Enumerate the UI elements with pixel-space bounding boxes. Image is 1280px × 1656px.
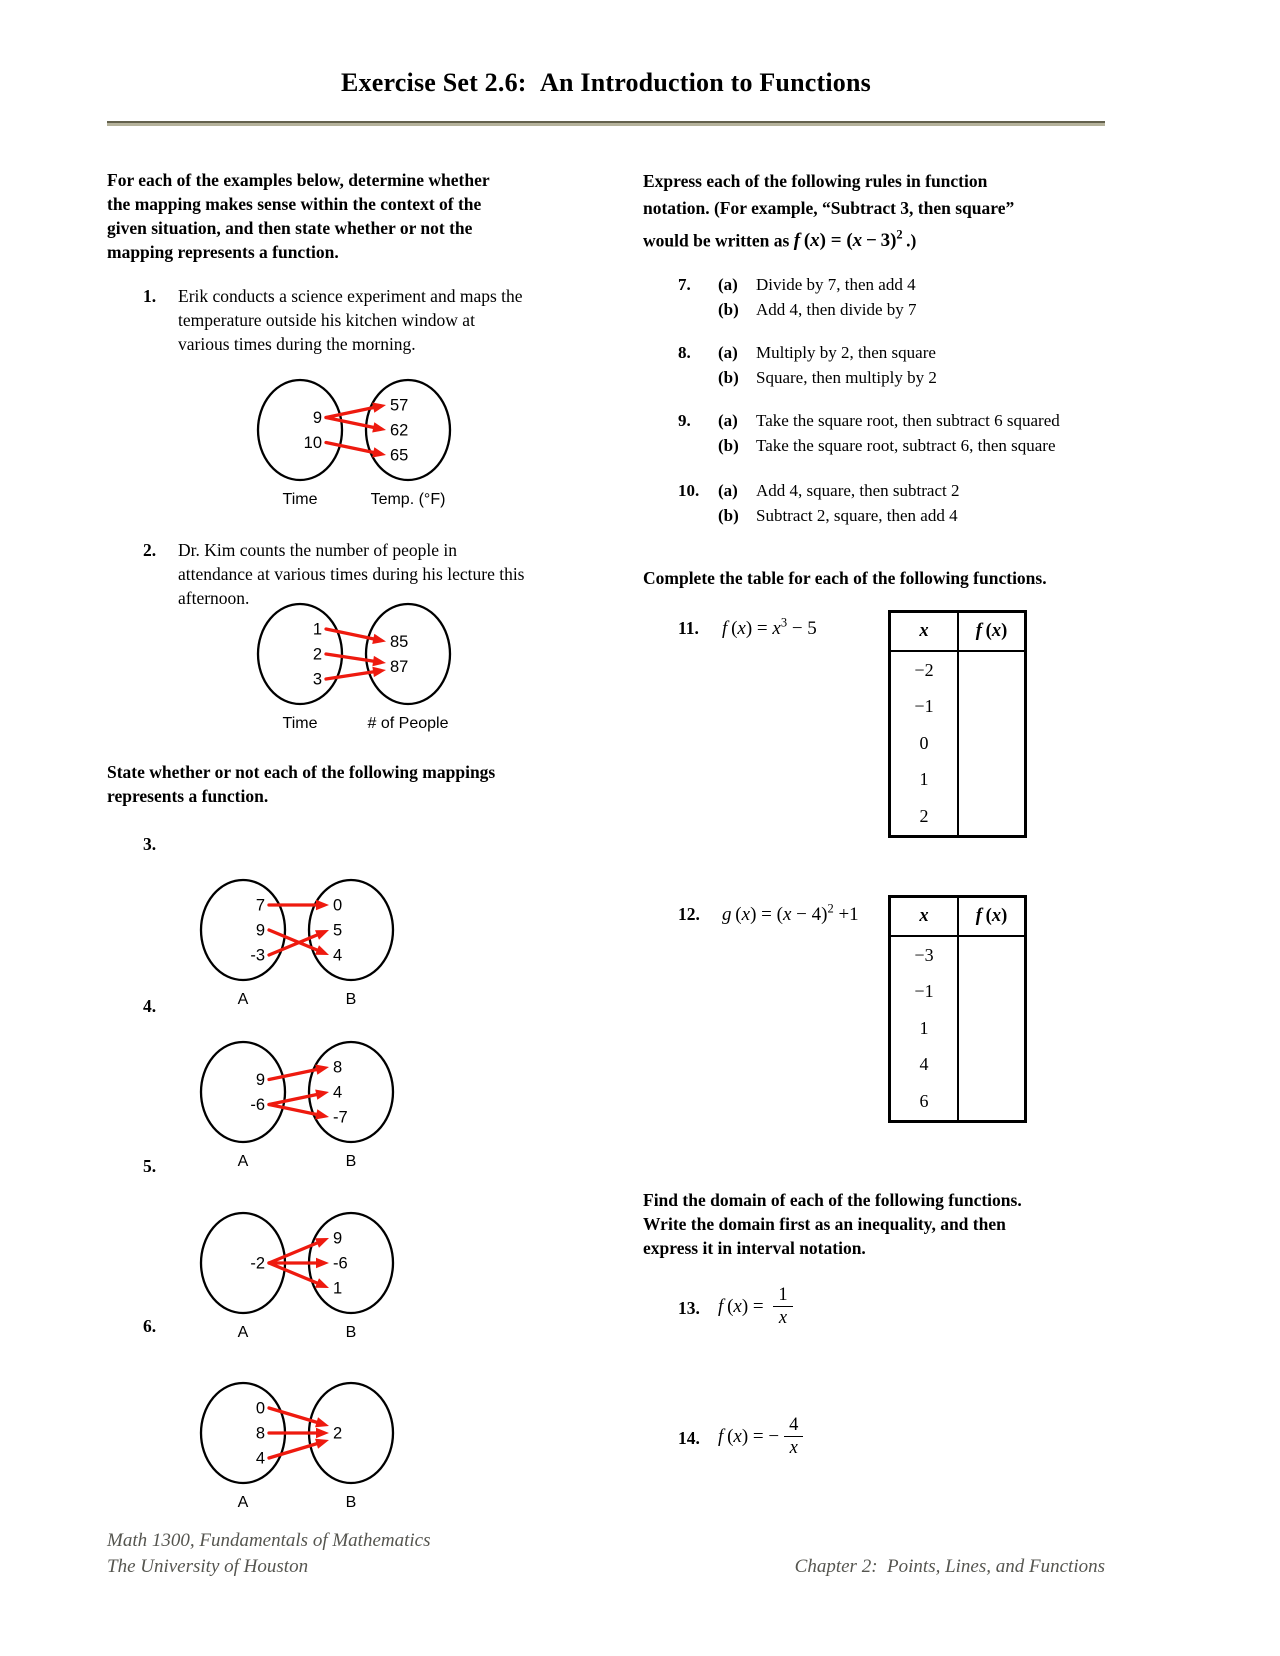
svg-text:9: 9	[333, 1229, 343, 1248]
svg-text:85: 85	[390, 633, 409, 651]
left-heading-mappings: State whether or not each of the following mappings represents a function.	[107, 762, 496, 806]
item-11-statement	[678, 616, 817, 640]
svg-text:Time: Time	[282, 491, 318, 508]
svg-text:-6: -6	[250, 1096, 265, 1114]
svg-text:4: 4	[255, 1449, 265, 1468]
table-12-x-value: −1	[914, 981, 934, 1002]
svg-text:B: B	[345, 1324, 357, 1341]
svg-text:A: A	[237, 1494, 249, 1511]
mapping-diagram-1	[236, 372, 486, 519]
svg-text:0: 0	[333, 896, 343, 915]
item-14-formula: f (x) = − $\frac{4}{x}$	[718, 1416, 803, 1460]
item-14-number: 14.	[678, 1427, 700, 1448]
table-12-header-x: x	[891, 898, 957, 937]
question-10b-text: Subtract 2, square, then add 4	[756, 506, 958, 525]
svg-text:9: 9	[255, 921, 265, 940]
svg-text:3: 3	[312, 670, 322, 689]
svg-text:-7: -7	[333, 1108, 348, 1127]
table-11-header-x: x	[891, 613, 957, 652]
footer-course: Math 1300, Fundamentals of Mathematics	[107, 1530, 431, 1551]
svg-text:Time: Time	[282, 715, 318, 732]
item-3-number: 3.	[143, 834, 157, 854]
svg-text:A: A	[237, 1324, 249, 1341]
question-7b-text: Add 4, then divide by 7	[756, 300, 917, 319]
svg-text:8: 8	[333, 1058, 343, 1077]
svg-text:9: 9	[255, 1071, 265, 1089]
footer-left	[107, 1528, 431, 1580]
heading-find-domain: Find the domain of each of the following functions. Write the domain first as an inequality, and then express it in interval notation.	[643, 1190, 1022, 1258]
item-2-number: 2.	[143, 540, 157, 560]
item-12-formula: g $(x) = (x - 4)^2 +1$	[722, 902, 859, 926]
item-11-formula: f $(x) = x^3 - 5$	[722, 616, 817, 640]
question-7b-label: (b)	[718, 300, 739, 319]
heading-complete-table: Complete the table for each of the following functions.	[643, 568, 1047, 588]
item-13-formula: f (x) = $\frac{1}{x}$	[718, 1286, 793, 1330]
table-11-header-fx: f ( x )	[959, 613, 1024, 652]
function-table-12	[888, 895, 1027, 1123]
question-8	[678, 340, 1148, 390]
item-2-text: Dr. Kim counts the number of people in attendance at various times during his lecture this afternoon.	[178, 540, 525, 608]
left-intro-instructions: For each of the examples below, determine whether the mapping makes sense within the context of the given situation, and then state whether or not the mapping represents a function.	[107, 170, 490, 262]
svg-text:10: 10	[303, 434, 322, 452]
question-9b-text: Take the square root, subtract 6, then square	[756, 436, 1056, 455]
table-12-empty-answer-cells	[959, 937, 1024, 1119]
item-12-statement	[678, 902, 859, 926]
mapping-diagram-2	[236, 596, 486, 743]
item-13-statement	[678, 1272, 793, 1344]
svg-text:-6: -6	[333, 1254, 348, 1273]
svg-text:2: 2	[312, 645, 322, 664]
item-12-number: 12.	[678, 904, 700, 925]
item-1-text: Erik conducts a science experiment and maps the temperature outside his kitchen window at various times during the morning.	[178, 286, 523, 354]
table-12-x-value: −3	[914, 944, 934, 965]
question-7	[678, 272, 1148, 322]
mapping-diagram-5	[179, 1205, 429, 1352]
svg-text:5: 5	[333, 921, 343, 940]
mapping-diagram-4	[179, 1034, 429, 1181]
svg-text:87: 87	[390, 658, 409, 676]
question-8a-label: (a)	[718, 343, 738, 362]
question-8b-label: (b)	[718, 368, 739, 387]
item-5-number: 5.	[143, 1156, 157, 1176]
item-1-number: 1.	[143, 286, 157, 306]
svg-text:7: 7	[255, 896, 265, 915]
table-12-x-value: 4	[919, 1054, 929, 1075]
table-11-x-value: −2	[914, 659, 934, 680]
question-8-number: 8.	[678, 343, 691, 362]
svg-text:-3: -3	[250, 946, 265, 965]
item-13-number: 13.	[678, 1297, 700, 1318]
question-9	[678, 408, 1148, 458]
svg-text:A: A	[237, 991, 249, 1008]
svg-text:# of People: # of People	[367, 715, 449, 732]
table-12-header-fx: f ( x )	[959, 898, 1024, 937]
item-6-number: 6.	[143, 1316, 157, 1336]
svg-text:4: 4	[333, 946, 343, 965]
svg-text:2: 2	[333, 1424, 343, 1443]
table-12-x-value: 1	[919, 1017, 929, 1038]
table-12-x-value: 6	[919, 1090, 929, 1111]
item-14-statement	[678, 1402, 803, 1474]
question-9a-label: (a)	[718, 411, 738, 430]
table-11-x-value: 1	[919, 769, 929, 790]
svg-text:B: B	[345, 991, 357, 1008]
question-7-number: 7.	[678, 275, 691, 294]
page-title: Exercise Set 2.6: An Introduction to Functions	[341, 68, 871, 97]
question-10b-label: (b)	[718, 506, 739, 525]
svg-text:57: 57	[390, 396, 409, 415]
function-table-11	[888, 610, 1027, 838]
question-10a-label: (a)	[718, 481, 738, 500]
question-8b-text: Square, then multiply by 2	[756, 368, 937, 387]
question-9-number: 9.	[678, 411, 691, 430]
footer-university: The University of Houston	[107, 1556, 309, 1577]
mapping-diagram-6	[179, 1375, 429, 1522]
svg-text:9: 9	[312, 409, 322, 427]
item-4-number: 4.	[143, 996, 157, 1016]
right-intro-instructions: Express each of the following rules in function notation. (For example, “Subtract 3, then square” would be written as f $(x) = (x - 3)^2$ .)	[643, 171, 1015, 252]
svg-text:4: 4	[333, 1083, 343, 1102]
item-11-number: 11.	[678, 618, 699, 639]
svg-text:Temp. (°F): Temp. (°F)	[370, 491, 446, 508]
svg-text:A: A	[237, 1153, 249, 1170]
question-10-number: 10.	[678, 481, 700, 500]
question-10a-text: Add 4, square, then subtract 2	[756, 481, 960, 500]
table-11-x-value: 0	[919, 732, 929, 753]
svg-text:B: B	[345, 1494, 357, 1511]
question-9a-text: Take the square root, then subtract 6 squared	[756, 411, 1060, 430]
table-11-x-value: −1	[914, 696, 934, 717]
svg-text:62: 62	[390, 421, 409, 440]
svg-text:-2: -2	[250, 1254, 265, 1273]
svg-text:65: 65	[390, 446, 409, 465]
table-11-x-value: 2	[919, 805, 929, 826]
mapping-diagram-3	[179, 872, 429, 1019]
title-divider-rule	[107, 121, 1105, 126]
svg-text:8: 8	[255, 1424, 265, 1443]
svg-text:0: 0	[255, 1399, 265, 1418]
question-7a-label: (a)	[718, 275, 738, 294]
question-8a-text: Multiply by 2, then square	[756, 343, 936, 362]
svg-text:1: 1	[312, 620, 322, 639]
footer-chapter: Chapter 2: Points, Lines, and Functions	[794, 1556, 1105, 1577]
svg-text:B: B	[345, 1153, 357, 1170]
question-9b-label: (b)	[718, 436, 739, 455]
question-7a-text: Divide by 7, then add 4	[756, 275, 916, 294]
question-10	[678, 478, 1148, 528]
svg-text:1: 1	[333, 1279, 343, 1298]
table-11-empty-answer-cells	[959, 652, 1024, 834]
